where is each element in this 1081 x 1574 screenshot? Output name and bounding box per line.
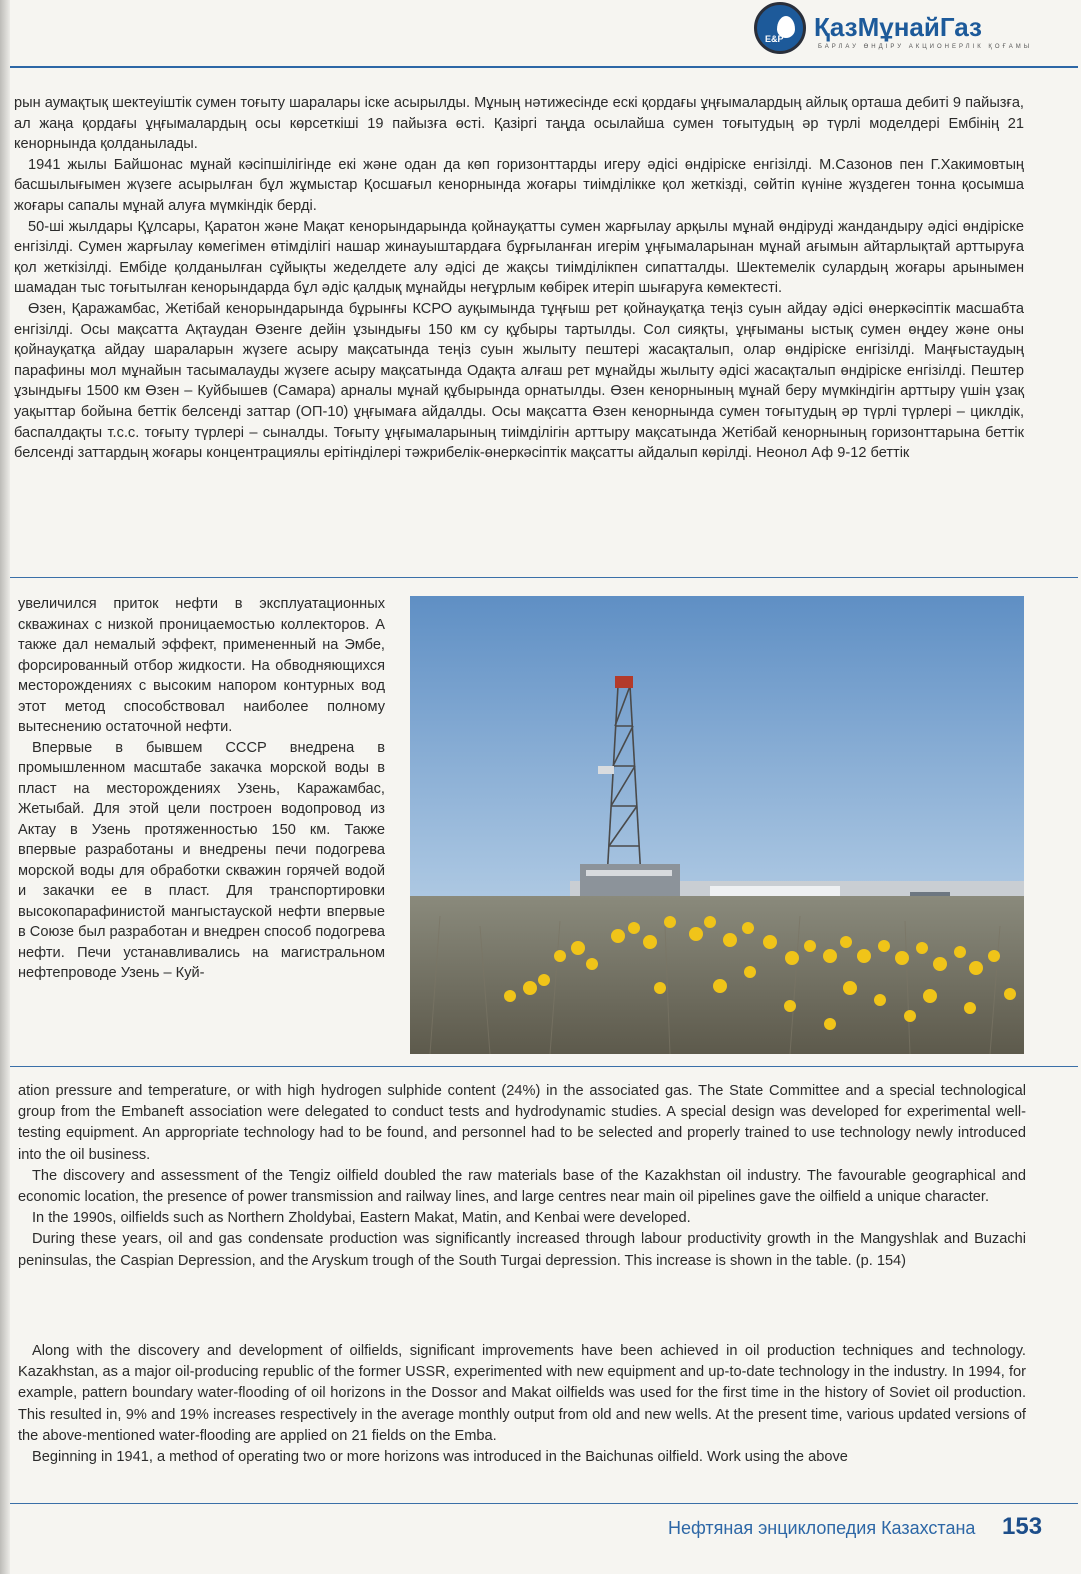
english-text-section-continued bbox=[18, 1341, 1026, 1468]
page-spine-shadow bbox=[0, 0, 10, 1574]
footer-title: Нефтяная энциклопедия Казахстана bbox=[668, 1518, 976, 1538]
english-text-section bbox=[18, 1081, 1026, 1272]
page-number: 153 bbox=[1002, 1513, 1043, 1540]
english-paragraph: The discovery and assessment of the Tengiz oilfield doubled the raw materials base of the Kazakhstan oil industry. The favourable geographical and economic location, the presence of power transmission and railway lines, and large centres near main oil pipelines gave the oilfield a unique character. bbox=[18, 1167, 1026, 1206]
logo-name: ҚазМұнайГаз bbox=[814, 12, 982, 42]
kazmunaigaz-logo bbox=[748, 0, 1038, 60]
logo-emblem bbox=[754, 2, 806, 54]
russian-text-section bbox=[18, 594, 385, 984]
kazakh-text-section bbox=[14, 93, 1024, 464]
logo-tagline: БАРЛАУ ӨНДІРУ АКЦИОНЕРЛІК ҚОҒАМЫ bbox=[818, 44, 1033, 50]
section-rule bbox=[10, 577, 1078, 578]
header-rule bbox=[10, 66, 1078, 68]
english-paragraph: In the 1990s, oilfields such as Northern Zholdybai, Eastern Makat, Matin, and Kenbai were developed. bbox=[32, 1210, 691, 1227]
english-paragraph: During these years, oil and gas condensate production was significantly increased through labour productivity growth in the Mangyshlak and Buzachi peninsulas, the Caspian Depression, and the Aryskum trough of the South Turgai depression. This increase is shown in the table. (p. 154) bbox=[18, 1231, 1026, 1269]
russian-paragraph: увеличился приток нефти в эксплуатационных скважинах с низкой проницаемостью коллекторов. А также дал немалый эффект, примененный на Эмбе, форсированный отбор жидкости. На обводняющихся месторождениях с высоким напором контурных вод этот метод способствовал наиболее полному вытеснению остаточной нефти. bbox=[18, 596, 385, 735]
kazakh-paragraph: Өзен, Қаражамбас, Жетібай кенорындарында бұрынғы КСРО ауқымында тұңғыш рет қойнауқатқа теңіз суын айдау әдісі өнеркәсіптік масшабта енгізілді. Осы мақсатта Ақтаудан Өзенге дейін ұзындығы 150 км су құбыры тартылды. Сол сияқты, ұңғыманы ыстық сумен өңдеу және оны қойнауқатқа айдау шараларын жүзеге асыру мақсатында теңіз суын жылыту пештері жасақталып, олар өндіріске енгізілді. Маңғыстаудың парафины мол мұнайын тасымалауды жүзеге асыру мақсатында Одақта алғаш рет мұнайды жылыту әдісі жасақталып өндіріске енгізілді. Пештер ұзындығы 1500 км Өзен – Куйбышев (Самара) арналы мұнай құбырында орнатылды. Өзен кенорнының мұнай беру мүмкіндігін арттыру үшін ұзақ уақыттар бойына беттік белсенді заттар (ОП-10) ұңғымаға айдалды. Осы мақсатта Өзен кенорнында сумен тоғытудың әр түрлі түрлері – циклдік, баспалдақты т.с.с. тоғыту түрлері – сыналды. Тоғыту ұңғымаларының тиімділігін арттыру мақсатында Жетібай кенорнының горизонттарына беттік белсенді заттардың жоғары концентрациялы ерітінділері тәжрибелік-өнеркәсіптік мақсатты айдалып көрілді. Неонол Аф 9-12 беттік bbox=[14, 300, 1024, 462]
russian-paragraph: Впервые в бывшем СССР внедрена в промышленном масштабе закачка морской воды в пласт на месторождениях Узень, Каражамбас, Жетыбай. Для этой цели построен водопровод из Актау в Узень протяженностью 150 км. Также впервые разработаны и внедрены печи подогрева морской воды для обработки скважин горячей водой и закачки ее в пласт. Для транспортировки высокопарафинистой мангыстауской нефти впервые в Союзе был разработан и внедрен способ подогрева нефти. Печи устанавливались на магистральном нефтепроводе Узень – Куй- bbox=[18, 739, 385, 981]
oil-rig-photo bbox=[410, 596, 1024, 1054]
kazakh-paragraph: 1941 жылы Байшонас мұнай кәсіпшілігінде екі және одан да көп горизонттарды игеру әдісі өндіріске енгізілді. М.Сазонов пен Г.Хакимовтың басшылығымен жүзеге асырылған бұл жұмыстар Қосшағыл кенорнында жоғары тиімділікке қол жеткізді, сөйтіп күніне жүздеген тонна қосымша жоғары сапалы мұнай алуға мүмкіндік берді. bbox=[14, 156, 1024, 214]
english-paragraph: ation pressure and temperature, or with high hydrogen sulphide content (24%) in the associated gas. The State Committee and a special technological group from the Embaneft association were delegated to conduct tests and hydrodynamic studies. A special design was developed for experimental well-testing equipment. An appropriate technology had to be found, and personnel had to be selected and properly trained to use technology newly introduced into the oil business. bbox=[18, 1083, 1026, 1163]
english-paragraph: Along with the discovery and development of oilfields, significant improvements have been achieved in oil production techniques and technology. Kazakhstan, as a major oil-producing republic of the former USSR, experimented with new equipment and up-to-date technology in the industry. In 1994, for example, pattern boundary water-flooding of oil horizons in the Dossor and Makat oilfields was used for the first time in the history of Soviet oil production. This resulted in, 9% and 19% increases respectively in the average monthly output from old and new wells. At the present time, various updated versions of the above-mentioned water-flooding are applied on 21 fields on the Emba. bbox=[18, 1343, 1026, 1444]
logo-badge: E&P bbox=[765, 34, 784, 44]
english-paragraph: Beginning in 1941, a method of operating two or more horizons was introduced in the Baichunas oilfield. Work using the above bbox=[32, 1449, 848, 1466]
kazakh-paragraph: рын аумақтық шектеуіштік сумен тоғыту шаралары іске асырылды. Мұның нәтижесінде ескі қордағы ұңғымалардың айлық орташа дебиті 9 пайызға, ал жаңа қордағы ұңғымалардың осы көрсеткіші 19 пайызға өсті. Қазіргі таңда осылайша сумен тоғытудың әр түрлі моделдері Ембінің 21 кенорнында қолданылады. bbox=[14, 95, 1024, 153]
section-rule bbox=[10, 1066, 1078, 1067]
kazakh-paragraph: 50-ші жылдары Құлсары, Қаратон және Мақат кенорындарында қойнауқатты сумен жарғылау арқылы мұнай өндіруді жандандыру әдісі өндіріске енгізілді. Сумен жарғылау көмегімен өтімділігі нашар жинауыштардаға бұрғыланған игерім ұңғымаларынан мұнай ағымын айтарлықтай арттыруға қол жеткізілді. Ембіде қолданылған сұйықты жеделдете алу әдісі де жақсы тиімділікпен сипатталды. Шектемелік сулардың жоғары арынымен шамадан тыс тоғытылған кенорындарда бұл әдіс қалдық мұнайды неғұрлым көбірек итеріп шығаруға көмектесті. bbox=[14, 218, 1024, 297]
footer-rule bbox=[10, 1503, 1078, 1504]
